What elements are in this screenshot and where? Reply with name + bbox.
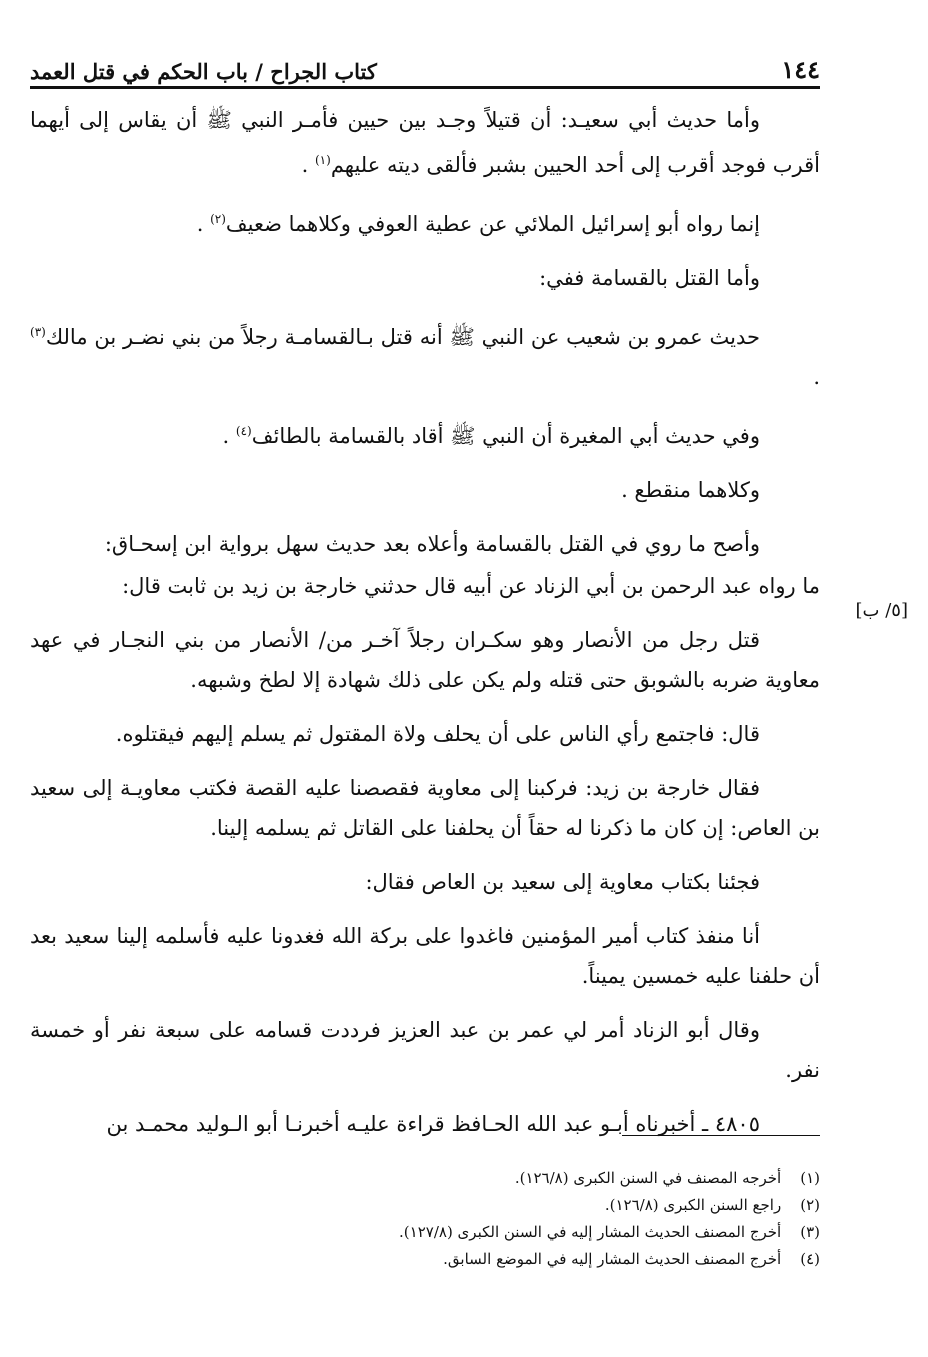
paragraph: أنا منفذ كتاب أمير المؤمنين فاغدوا على بركة الله فغدونا عليه فأسلمه إلينا سعيد بعد أن حلفنا عليه خمسين يميناً. bbox=[30, 924, 820, 988]
paragraph: وأما حديث أبي سعيـد: أن قتيلاً وجـد بين حيين فأمـر النبي ﷺ أن يقاس إلى أيهما أقرب فوجد أقرب إلى أحد الحيين بشبر فألقى ديته عليهم$^{(١)}$ . bbox=[30, 108, 820, 177]
footnote-item bbox=[200, 1219, 820, 1246]
footnote-divider bbox=[622, 1135, 820, 1136]
footnote-ref: (٤) bbox=[235, 424, 252, 438]
footnote-item bbox=[200, 1165, 820, 1192]
footnote-text: راجع السنن الكبرى (١٢٦/٨). bbox=[604, 1196, 782, 1214]
footnote-item bbox=[200, 1246, 820, 1273]
paragraph: وأما القتل بالقسامة ففي: bbox=[539, 266, 760, 290]
paragraph: وأصح ما روي في القتل بالقسامة وأعلاه بعد حديث سهل برواية ابن إسحـاق: bbox=[104, 532, 760, 556]
footnote-ref: (١) bbox=[314, 153, 331, 167]
paragraph: إنما رواه أبو إسرائيل الملائي عن عطية العوفي وكلاهما ضعيف$^{(٢)}$ . bbox=[196, 212, 760, 236]
paragraph: فقال خارجة بن زيد: فركبنا إلى معاوية فقصصنا عليه القصة فكتب معاويـة إلى سعيد بن العاص: إن كان ما ذكرنا له حقاً أن يحلفنا على القاتل ثم يسلمه إلينا. bbox=[30, 776, 820, 840]
running-title: كتاب الجراح / باب الحكم في قتل العمد bbox=[30, 59, 377, 84]
footnote-number: (١) bbox=[800, 1169, 820, 1187]
paragraph: وفي حديث أبي المغيرة أن النبي ﷺ أقاد بالقسامة بالطائف$^{(٤)}$ . bbox=[222, 424, 760, 448]
footnote-text: أخرج المصنف الحديث المشار إليه في الموضع السابق. bbox=[443, 1250, 782, 1268]
footnote-number: (٢) bbox=[800, 1196, 820, 1214]
hadith-number-paragraph: ٤٨٠٥ ـ أخبرناه أبـو عبد الله الحـافظ قراءة عليـه أخبرنـا أبو الـوليد محمـد بن bbox=[106, 1112, 760, 1136]
paragraph: فجئنا بكتاب معاوية إلى سعيد بن العاص فقال: bbox=[365, 870, 760, 894]
footnote-ref: (٣) bbox=[30, 325, 46, 339]
body-text bbox=[30, 100, 820, 1158]
header-rule bbox=[30, 86, 820, 89]
paragraph: وقال أبو الزناد أمر لي عمر بن عبد العزيز فرددت قسامه على سبعة نفر أو خمسة نفر. bbox=[30, 1018, 820, 1082]
footnote-item bbox=[200, 1192, 820, 1219]
footnote-text: أخرجه المصنف في السنن الكبرى (١٢٦/٨). bbox=[514, 1169, 782, 1187]
footnote-number: (٤) bbox=[800, 1250, 820, 1268]
paragraph: قتل رجل من الأنصار وهو سكـران رجلاً آخـر من/ الأنصار من بني النجـار في عهد معاوية ضربه بالشوبق حتى قتله ولم يكن على ذلك شهادة إلا لطخ وشبهه. bbox=[30, 628, 820, 692]
paragraph: حديث عمرو بن شعيب عن النبي ﷺ أنه قتل بـالقسامـة رجلاً من بني نضـر بن مالك$^{(٣)}$ . bbox=[30, 325, 820, 389]
paragraph: قال: فاجتمع رأي الناس على أن يحلف ولاة المقتول ثم يسلم إليهم فيقتلوه. bbox=[115, 722, 760, 746]
footnote-number: (٣) bbox=[800, 1223, 820, 1241]
footnotes bbox=[200, 1165, 820, 1273]
paragraph: وكلاهما منقطع . bbox=[621, 478, 760, 502]
footnote-ref: (٢) bbox=[210, 212, 226, 226]
paragraph: ما رواه عبد الرحمن بن أبي الزناد عن أبيه قال حدثني خارجة بن زيد بن ثابت قال: bbox=[122, 574, 820, 598]
manuscript-folio-note: [٥/ ب] bbox=[855, 600, 908, 621]
footnote-text: أخرج المصنف الحديث المشار إليه في السنن الكبرى (١٢٧/٨). bbox=[399, 1223, 782, 1241]
page-header bbox=[30, 38, 820, 84]
page-number: ١٤٤ bbox=[781, 55, 820, 84]
